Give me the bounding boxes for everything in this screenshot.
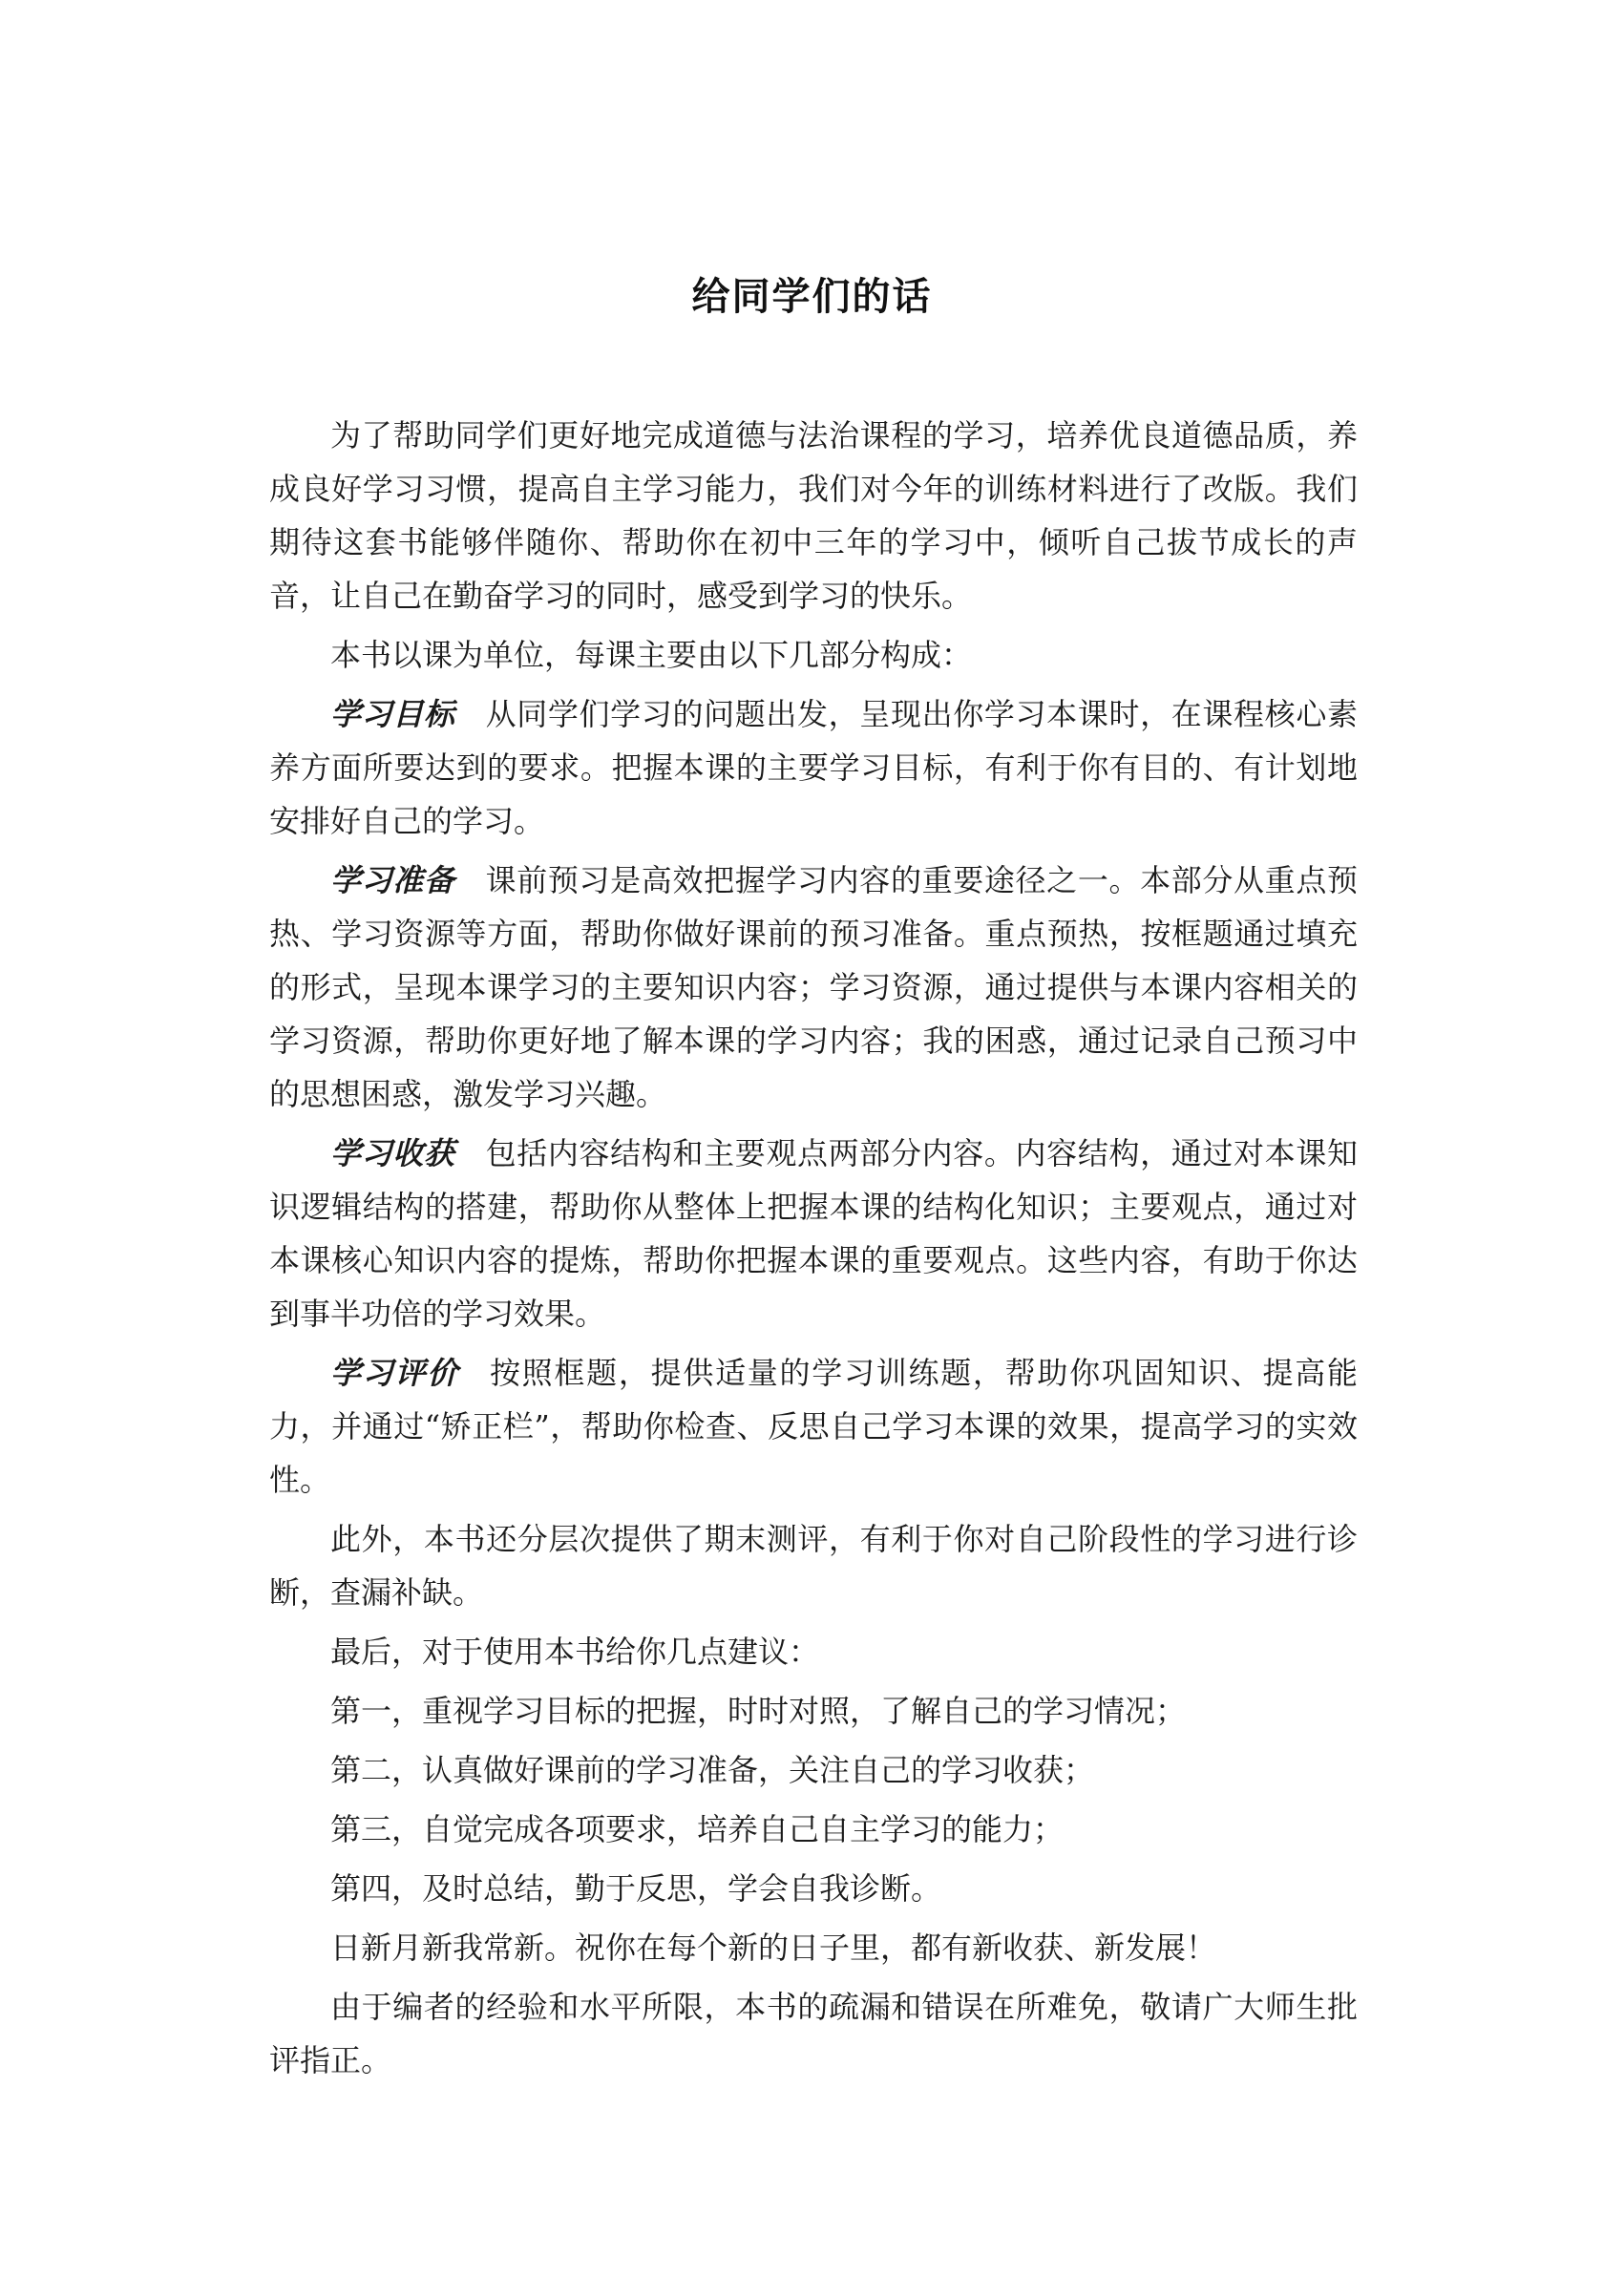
closing-paragraph: 此外，本书还分层次提供了期末测评，有利于你对自己阶段性的学习进行诊断，查漏补缺。 xyxy=(269,1521,1358,1611)
section-text: 课前预习是高效把握学习内容的重要途径之一。本部分从重点预热、学习资源等方面，帮助你做好课前的预习准备。重点预热，按框题通过填充的形式，呈现本课学习的主要知识内容；学习资源，通过提供与本课内容相关的学习资源，帮助你更好地了解本课的学习内容；我的困惑，通过记录自己预习中的思想困惑，激发学习兴趣。 xyxy=(269,862,1358,1112)
section-label: 学习准备 xyxy=(330,862,455,898)
section-text: 包括内容结构和主要观点两部分内容。内容结构，通过对本课知识逻辑结构的搭建，帮助你从整体上把握本课的结构化知识；主要观点，通过对本课核心知识内容的提炼，帮助你把握本课的重要观点。这些内容，有助于你达到事半功倍的学习效果。 xyxy=(269,1135,1358,1332)
suggestion-item: 第一，重视学习目标的把握，时时对照，了解自己的学习情况； xyxy=(330,1693,1187,1729)
closing-paragraph: 日新月新我常新。祝你在每个新的日子里，都有新收获、新发展！ xyxy=(330,1930,1217,1966)
section-learning-evaluation xyxy=(269,1346,1358,1507)
intro-paragraph: 为了帮助同学们更好地完成道德与法治课程的学习，培养优良道德品质，养成良好学习习惯，提高自主学习能力，我们对今年的训练材料进行了改版。我们期待这套书能够伴随你、帮助你在初中三年的学习中，倾听自己拔节成长的声音，让自己在勤奋学习的同时，感受到学习的快乐。 xyxy=(269,417,1358,614)
closing-paragraph: 最后，对于使用本书给你几点建议： xyxy=(330,1634,820,1670)
section-learning-goals xyxy=(269,687,1358,848)
section-label: 学习收获 xyxy=(330,1135,455,1171)
section-learning-gains xyxy=(269,1127,1358,1340)
suggestion-item: 第四，及时总结，勤于反思，学会自我诊断。 xyxy=(330,1870,942,1907)
section-learning-preparation xyxy=(269,854,1358,1121)
suggestion-item: 第二，认真做好课前的学习准备，关注自己的学习收获； xyxy=(330,1752,1095,1788)
page-title: 给同学们的话 xyxy=(691,275,933,319)
section-label: 学习评价 xyxy=(330,1355,459,1391)
document-body xyxy=(269,409,1358,2093)
section-text: 从同学们学习的问题出发，呈现出你学习本课时，在课程核心素养方面所要达到的要求。把握本课的主要学习目标，有利于你有目的、有计划地安排好自己的学习。 xyxy=(269,696,1358,839)
suggestion-item: 第三，自觉完成各项要求，培养自己自主学习的能力； xyxy=(330,1811,1065,1847)
section-label: 学习目标 xyxy=(330,696,455,732)
section-text: 按照框题，提供适量的学习训练题，帮助你巩固知识、提高能力，并通过“矫正栏”，帮助你检查、反思自己学习本课的效果，提高学习的实效性。 xyxy=(269,1355,1358,1498)
closing-paragraph: 由于编者的经验和水平所限，本书的疏漏和错误在所难免，敬请广大师生批评指正。 xyxy=(269,1989,1358,2078)
structure-intro-paragraph: 本书以课为单位，每课主要由以下几部分构成： xyxy=(330,637,973,673)
